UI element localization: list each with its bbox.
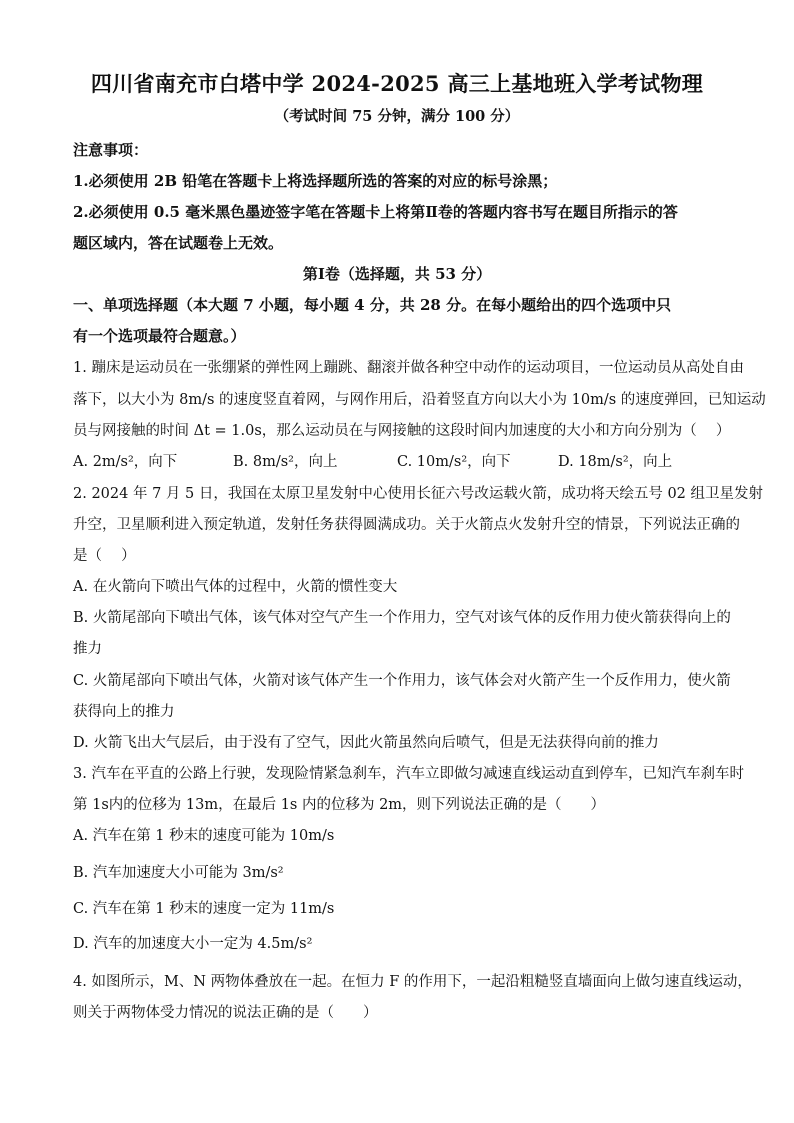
q1-option-c: C. 10m/s²，向下 [397,454,511,470]
q1-stem-line-1: 1. 蹦床是运动员在一张绷紧的弹性网上蹦跳、翻滚并做各种空中动作的运动项目，一位运动员从高处自由 [73,360,744,376]
q1-stem-line-2: 落下，以大小为 8m/s 的速度竖直着网，与网作用后，沿着竖直方向以大小为 10m/s 的速度弹回，已知运动 [73,392,766,408]
notes-heading: 注意事项： [73,141,149,159]
exam-subtitle: （考试时间 75 分钟，满分 100 分） [274,108,520,125]
section-title: 第Ⅰ卷（选择题，共 53 分） [302,265,492,283]
q2-stem-line-3: 是（ ） [73,548,136,564]
q2-option-b-line-1: B. 火箭尾部向下喷出气体，该气体对空气产生一个作用力，空气对该气体的反作用力使火箭获得向上的 [73,610,731,626]
q3-option-b: B. 汽车加速度大小可能为 3m/s² [73,865,284,881]
q3-stem-line-2: 第 1s内的位移为 13m，在最后 1s 内的位移为 2m，则下列说法正确的是（ ） [73,797,606,813]
q2-option-c-line-2: 获得向上的推力 [73,704,175,720]
part1-heading-line-2: 有一个选项最符合题意。） [73,327,246,345]
q2-stem-line-2: 升空，卫星顺利进入预定轨道，发射任务获得圆满成功。关于火箭点火发射升空的情景，下列说法正确的 [73,517,740,533]
q3-stem-line-1: 3. 汽车在平直的公路上行驶，发现险情紧急刹车，汽车立即做匀减速直线运动直到停车，已知汽车刹车时 [73,766,744,782]
q1-stem-line-3: 员与网接触的时间 Δt = 1.0s，那么运动员在与网接触的这段时间内加速度的大小和方向分别为（ ） [73,423,731,439]
q3-option-c: C. 汽车在第 1 秒末的速度一定为 11m/s [73,901,335,917]
q3-option-a: A. 汽车在第 1 秒末的速度可能为 10m/s [73,828,335,844]
q4-stem-line-1: 4. 如图所示，M、N 两物体叠放在一起。在恒力 F 的作用下，一起沿粗糙竖直墙面向上做匀速直线运动， [73,974,752,990]
q3-option-d: D. 汽车的加速度大小一定为 4.5m/s² [73,936,313,952]
q1-option-d: D. 18m/s²，向上 [558,454,673,470]
q2-option-d: D. 火箭飞出大气层后，由于没有了空气，因此火箭虽然向后喷气，但是无法获得向前的推力 [73,735,659,751]
q1-option-b: B. 8m/s²，向上 [233,454,338,470]
q2-stem-line-1: 2. 2024 年 7 月 5 日，我国在太原卫星发射中心使用长征六号改运载火箭，成功将天绘五号 02 组卫星发射 [73,486,764,502]
notes-item-2-line-1: 2.必须使用 0.5 毫米黑色墨迹签字笔在答题卡上将第Ⅱ卷的答题内容书写在题目所指示的答 [73,203,678,221]
q2-option-c-line-1: C. 火箭尾部向下喷出气体，火箭对该气体产生一个作用力，该气体会对火箭产生一个反作用力，使火箭 [73,673,731,689]
notes-item-2-line-2: 题区域内，答在试题卷上无效。 [73,234,284,252]
q4-stem-line-2: 则关于两物体受力情况的说法正确的是（ ） [73,1005,378,1021]
part1-heading-line-1: 一、单项选择题（本大题 7 小题，每小题 4 分，共 28 分。在每小题给出的四个选项中只 [73,296,672,314]
notes-item-1: 1.必须使用 2B 铅笔在答题卡上将选择题所选的答案的对应的标号涂黑； [73,172,558,190]
q2-option-a: A. 在火箭向下喷出气体的过程中，火箭的惯性变大 [73,579,398,595]
q2-option-b-line-2: 推力 [73,641,102,657]
exam-title: 四川省南充市白塔中学 2024-2025 高三上基地班入学考试物理 [90,71,704,96]
q1-option-a: A. 2m/s²，向下 [73,454,178,470]
